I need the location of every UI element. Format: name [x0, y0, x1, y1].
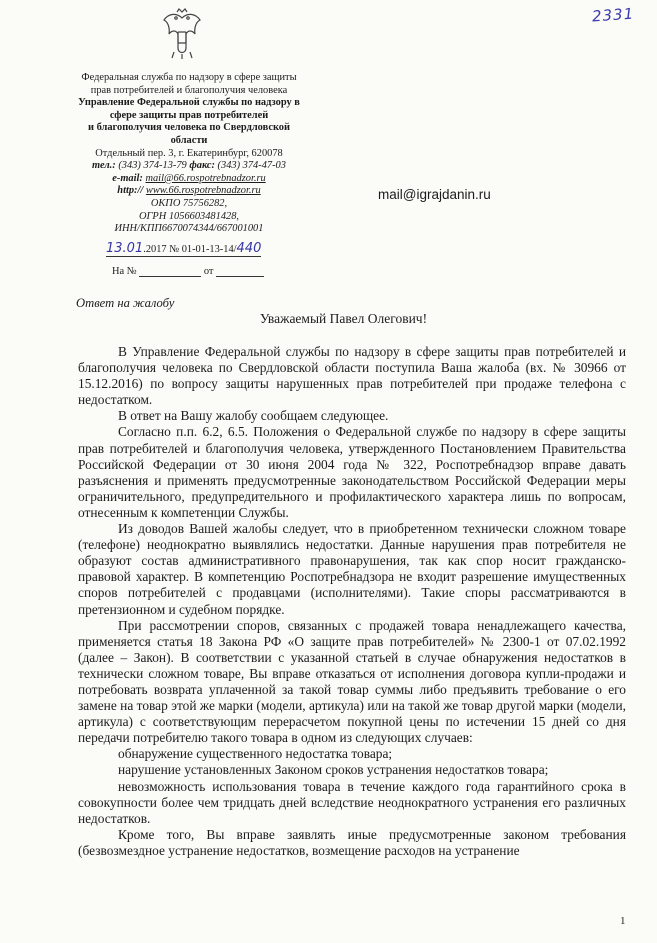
agency-line-2: прав потребителей и благополучия человека	[90, 84, 288, 96]
inn-kpp: ИНН/КПП6670074344/667001001	[114, 223, 264, 235]
paragraph-4: Из доводов Вашей жалобы следует, что в приобретенном технически сложном товаре (телефоне) неоднократно выявлялись недостатки. Данные нарушения прав потребителя не образуют состав административного правонарушения, так как спор носит гражданско-правовой характер. В компетенцию Роспотребнадзора не входит разрешение имущественных споров потребителей с продавцами (исполнителями). Такие споры рассматриваются в претензионном и судебном порядке.	[78, 521, 626, 617]
fax-label: факс:	[189, 160, 215, 172]
paragraph-3: Согласно п.п. 6.2, 6.5. Положения о Федеральной службе по надзору в сфере защиты прав потребителей и благополучия человека, утвержденного Постановлением Правительства Российской Федерации от 30 июня 2004 года № 322, Роспотребнадзор вправе давать разъяснения и применять предусмотренные законодательством Российской Федерации меры ограничительного, предупредительного и профилактического характера лишь по вопросам, отнесенным к компетенции Службы.	[78, 424, 626, 520]
paragraph-2: В ответ на Вашу жалобу сообщаем следующее.	[118, 408, 389, 424]
paragraph-5: При рассмотрении споров, связанных с продажей товара ненадлежащего качества, применяется статья 18 Закона РФ «О защите прав потребителей» № 2300-1 от 07.02.1992 (далее – Закон). В соответствии с указанной статьей в случае обнаружения недостатков в технически сложном товаре, Вы вправе отказаться от исполнения договора купли-продажи и потребовать возврата уплаченной за такой товар суммы либо предъявить требование о его замене на товар этой же марки (модели, артикула) или на такой же товар другой марки (модели, артикула) с соответствующим перерасчетом покупной цены по истечении 15 дней со дня передачи потребителю такого товара в одном из следующих случаев:	[78, 617, 626, 746]
coat-of-arms-emblem	[160, 8, 204, 60]
paragraph-1: В Управление Федеральной службы по надзору в сфере защиты прав потребителей и благополучия человека по Свердловской области поступила Ваша жалоба (вх. № 30966 от 15.12.2016) по вопросу защиты нарушенных прав потребителей при продаже телефона с недостатком.	[78, 344, 626, 408]
handwritten-date: 13.01	[106, 241, 144, 256]
registration-line	[106, 241, 261, 257]
phone-fax-line	[58, 160, 320, 173]
ogrn: ОГРН 1056603481428,	[139, 210, 239, 222]
registration-date-number: .2017 № 01-01-13-14/	[143, 244, 237, 255]
reference-number-blank	[139, 266, 201, 277]
agency-line-1: Федеральная служба по надзору в сфере защиты	[81, 72, 297, 83]
department-line-1: Управление Федеральной службы по надзору в	[78, 97, 300, 109]
email-label: e-mail:	[112, 172, 143, 184]
list-item-2: нарушение установленных Законом сроков устранения недостатков товара;	[118, 762, 549, 778]
handwritten-number: 2331	[591, 4, 635, 26]
handwritten-reg-number: 440	[236, 241, 262, 256]
website-link[interactable]: www.66.rospotrebnadzor.ru	[145, 185, 261, 197]
department-line-3: и благополучия человека по Свердловской	[88, 122, 290, 134]
letter-body	[78, 344, 626, 859]
reference-line	[112, 266, 264, 277]
recipient-email: mail@igrajdanin.ru	[378, 187, 491, 202]
subject-line: Ответ на жалобу	[76, 296, 175, 310]
list-item-1: обнаружение существенного недостатка товара;	[118, 746, 393, 762]
list-item-3: невозможность использования товара в течение каждого года гарантийного срока в совокупности более чем тридцать дней вследствие неоднократного устранения его различных недостатков.	[78, 778, 626, 826]
okpo: ОКПО 75756282,	[150, 197, 228, 209]
from-label: от	[203, 266, 214, 277]
agency-header	[58, 72, 320, 236]
department-line-2: сфере защиты прав потребителей	[109, 109, 269, 121]
email-link[interactable]: mail@66.rospotrebnadzor.ru	[145, 172, 266, 184]
salutation: Уважаемый Павел Олегович!	[259, 311, 428, 326]
reference-date-blank	[216, 266, 264, 277]
page-number: 1	[620, 915, 626, 927]
http-label: http://	[117, 185, 144, 197]
fax-value: (343) 374-47-03	[217, 160, 286, 172]
tel-value: (343) 374-13-79	[118, 160, 187, 172]
paragraph-6: Кроме того, Вы вправе заявлять иные предусмотренные законом требования (безвозмездное устранение недостатков, возмещение расходов на устранение	[78, 826, 626, 858]
website-line	[58, 185, 320, 198]
department-line-4: области	[170, 134, 208, 146]
tel-label: тел.:	[92, 160, 116, 172]
on-no-label: На №	[112, 266, 137, 277]
email-line	[58, 173, 320, 186]
address: Отдельный пер. 3, г. Екатеринбург, 620078	[95, 147, 283, 159]
